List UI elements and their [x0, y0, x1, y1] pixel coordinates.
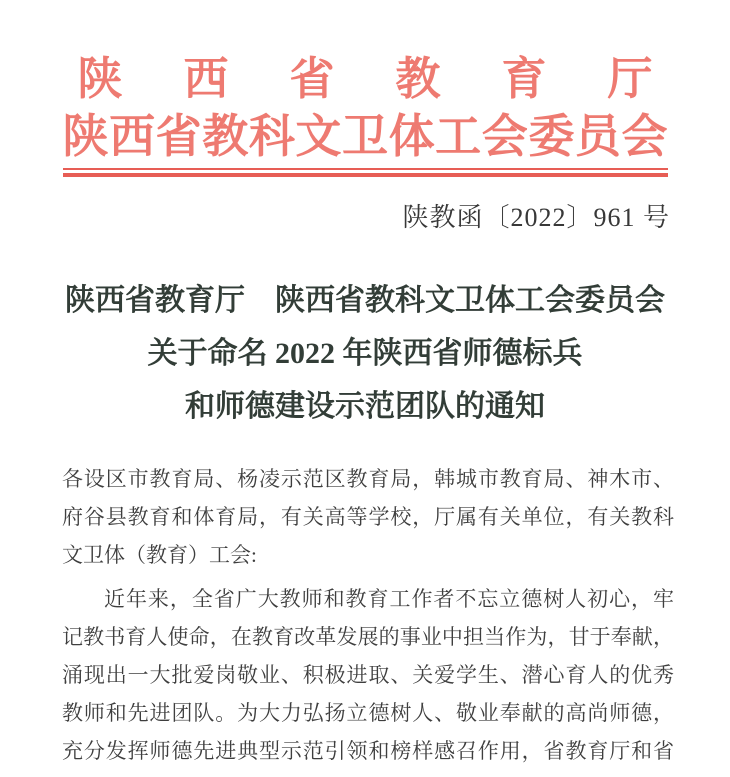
- body-line: 近年来，全省广大教师和教育工作者不忘立德树人初心，牢: [104, 587, 674, 612]
- doc-reference-number: 陕教函〔2022〕961 号: [402, 202, 670, 232]
- title-line-1: 陕西省教育厅 陕西省教科文卫体工会委员会: [65, 284, 665, 318]
- recipients-block: [62, 460, 674, 574]
- body-paragraph: [62, 580, 674, 770]
- title-line-3: 和师德建设示范团队的通知: [185, 390, 545, 424]
- red-divider-rule: [63, 168, 668, 177]
- document-page: [0, 56, 730, 777]
- recipients-line: 文卫体（教育）工会:: [62, 543, 257, 568]
- document-title: [0, 274, 730, 433]
- body-line: 充分发挥师德先进典型示范引领和榜样感召作用，省教育厅和省: [62, 739, 674, 764]
- letterhead-org-name-line-2: 陕西省教科文卫体工会委员会: [62, 110, 668, 162]
- recipients-line: 各设区市教育局、杨凌示范区教育局，韩城市教育局、神木市、: [62, 467, 674, 492]
- body-line: 教师和先进团队。为大力弘扬立德树人、敬业奉献的高尚师德，: [62, 701, 674, 726]
- title-line-2: 关于命名 2022 年陕西省师德标兵: [147, 337, 583, 371]
- letterhead-org-name-line-1: 陕西省教育厅: [77, 54, 653, 104]
- body-line: 涌现出一大批爱岗敬业、积极进取、关爱学生、潜心育人的优秀: [62, 663, 674, 688]
- recipients-line: 府谷县教育和体育局，有关高等学校，厅属有关单位，有关教科: [62, 505, 674, 530]
- body-line: 记教书育人使命，在教育改革发展的事业中担当作为，甘于奉献，: [62, 625, 674, 650]
